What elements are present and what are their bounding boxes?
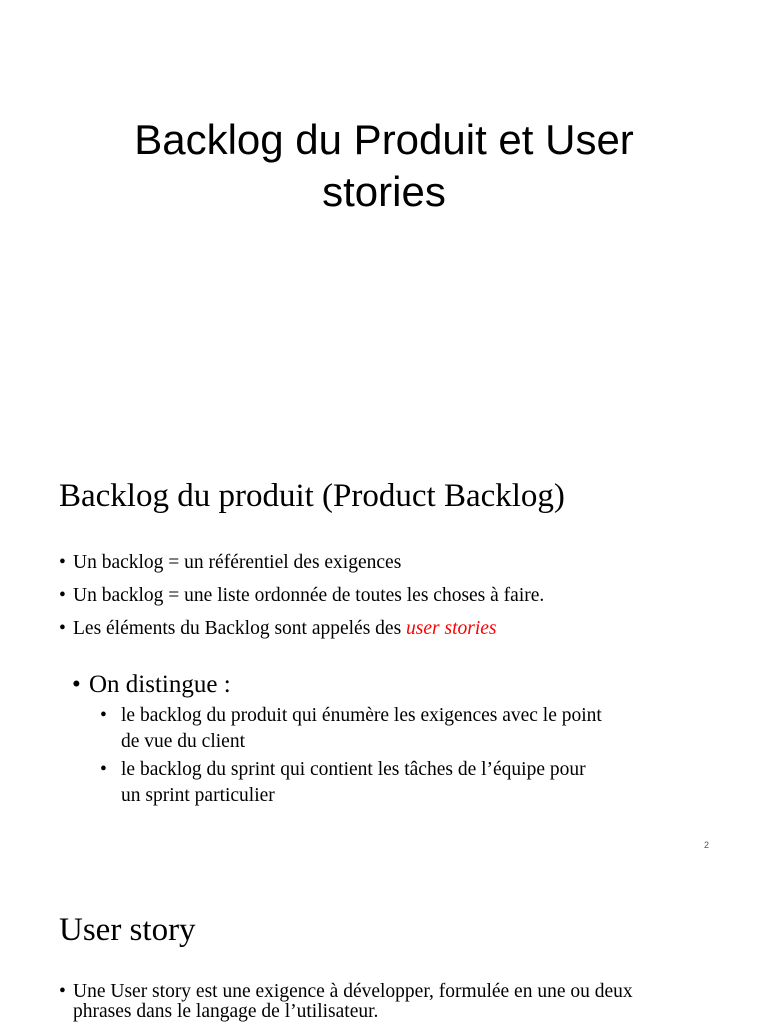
bullet-list [59, 546, 544, 645]
sub-bullet-list [100, 703, 700, 811]
bullet-text: Un backlog = une liste ordonnée de toutes les choses à faire. [73, 585, 545, 606]
bullet-line: phrases dans le langage de l’utilisateur. [73, 1001, 379, 1022]
user-story-slide [0, 870, 768, 1024]
slide-heading: Backlog du produit (Product Backlog) [59, 478, 565, 514]
sub-bullet-item [100, 757, 700, 809]
bullet-item [59, 982, 699, 1022]
bullet-list [59, 982, 699, 1022]
bullet-text: Un backlog = un référentiel des exigences [73, 552, 402, 573]
product-backlog-slide [0, 450, 768, 870]
slide-number: 2 [704, 840, 710, 850]
title-line-2: stories [322, 168, 446, 215]
slide-heading: User story [59, 912, 196, 948]
sub-bullet-line: le backlog du sprint qui contient les tâches de l’équipe pour [121, 759, 586, 780]
distinguish-text: On distingue : [89, 671, 231, 698]
bullet-line: Une User story est une exigence à développer, formulée en une ou deux [73, 981, 633, 1002]
title-slide [0, 0, 768, 450]
title-line-1: Backlog du Produit et User [134, 116, 634, 163]
bullet-item [59, 546, 544, 579]
highlighted-term: user stories [406, 618, 497, 639]
presentation-title [0, 114, 768, 218]
bullet-item [59, 612, 544, 645]
bullet-item [59, 579, 544, 612]
sub-bullet-line: de vue du client [121, 731, 245, 752]
sub-bullet-line: un sprint particulier [121, 785, 275, 806]
sub-bullet-line: le backlog du produit qui énumère les exigences avec le point [121, 705, 602, 726]
bullet-text: Les éléments du Backlog sont appelés des [73, 618, 407, 639]
sub-bullet-item [100, 703, 700, 755]
distinguish-label [72, 668, 231, 702]
